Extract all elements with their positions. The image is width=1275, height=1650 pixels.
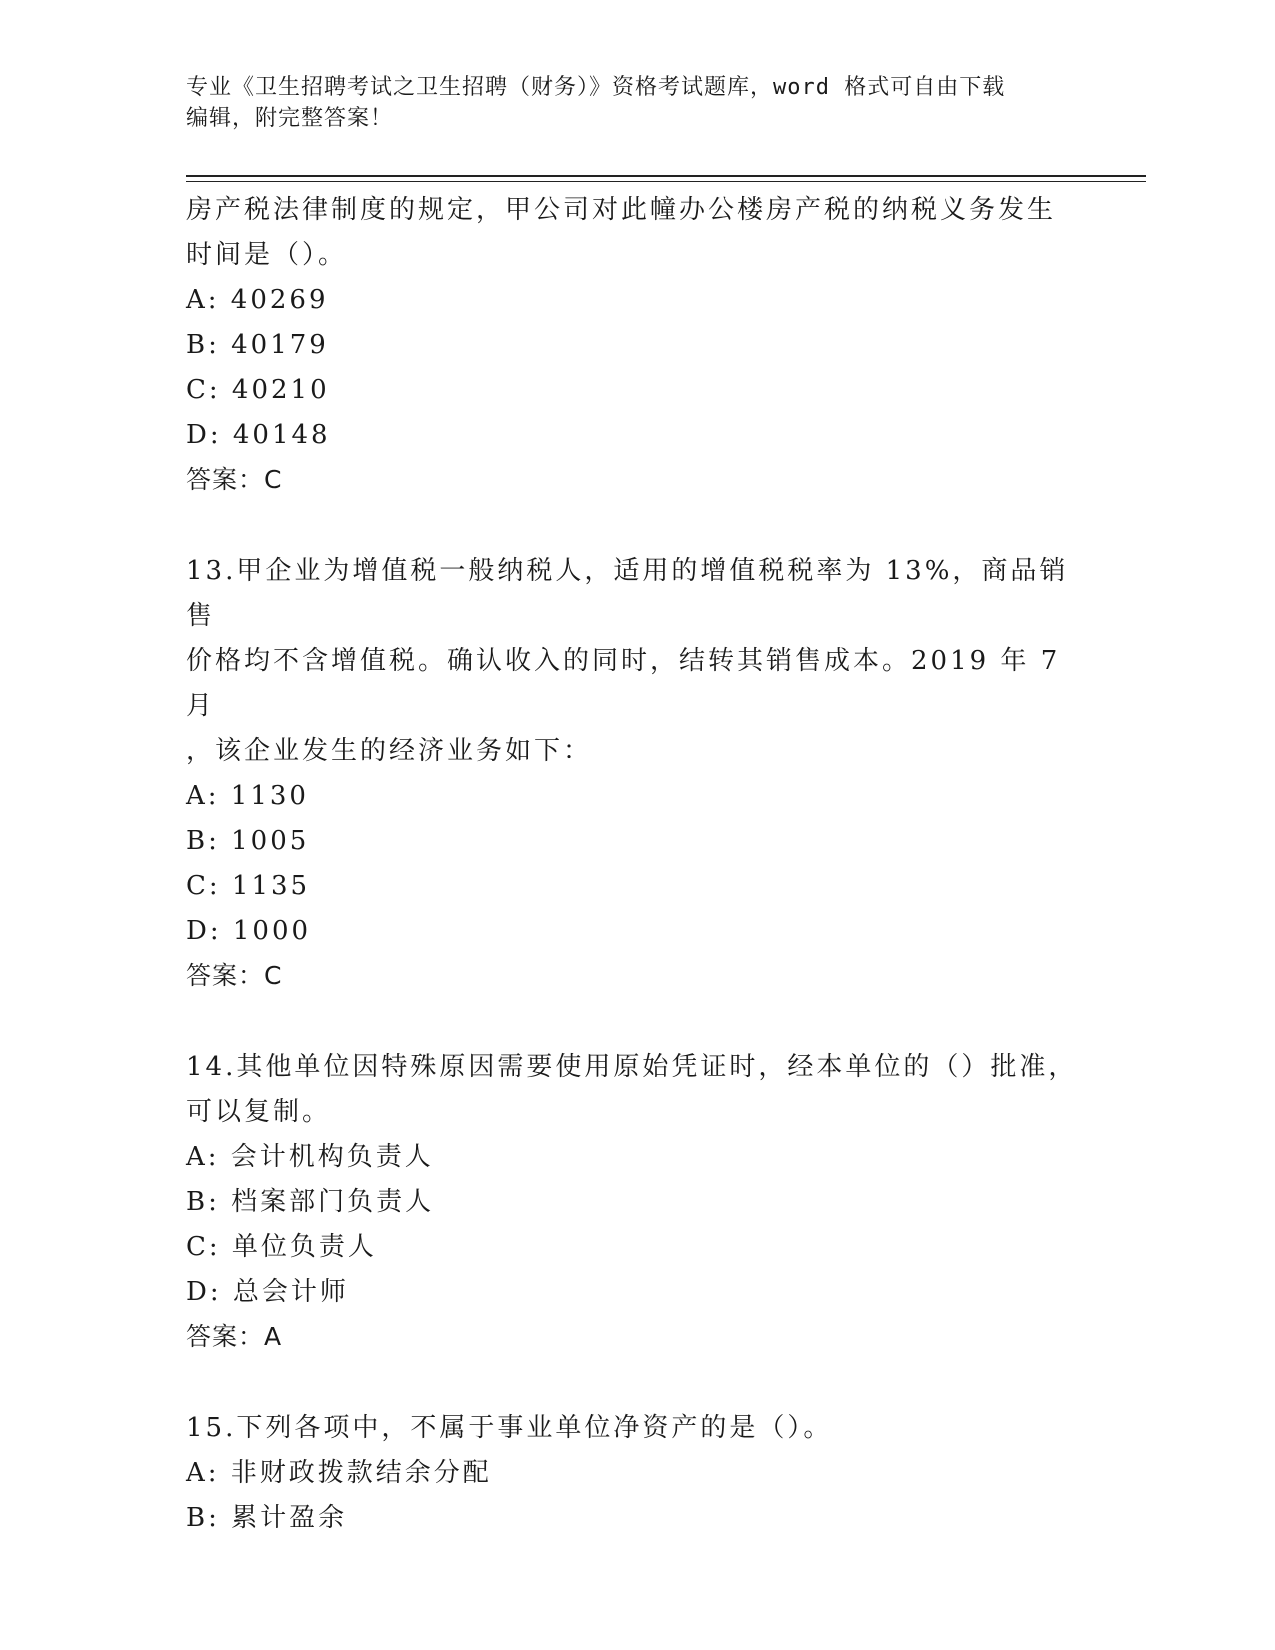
question-block xyxy=(186,1406,1086,1541)
option-c: C: 单位负责人 xyxy=(186,1232,377,1262)
answer-line: 答案：C xyxy=(186,961,283,990)
question-stem-line: 时间是（）。 xyxy=(186,240,348,270)
question-block xyxy=(186,1045,1086,1359)
question-stem-line: ，该企业发生的经济业务如下： xyxy=(186,736,593,766)
option-b: B: 40179 xyxy=(186,330,329,360)
header-divider-thin xyxy=(186,181,1146,182)
option-b: B: 档案部门负责人 xyxy=(186,1187,435,1217)
question-block xyxy=(186,188,1086,502)
option-d: D: 总会计师 xyxy=(186,1277,349,1307)
option-d: D: 1000 xyxy=(186,916,312,946)
question-stem-line: 13.甲企业为增值税一般纳税人，适用的增值税税率为 13%，商品销售 xyxy=(186,556,1069,631)
option-c: C: 40210 xyxy=(186,375,330,405)
answer-line: 答案：C xyxy=(186,465,283,494)
spacer xyxy=(186,1359,1086,1406)
option-d: D: 40148 xyxy=(186,420,331,450)
option-c: C: 1135 xyxy=(186,871,311,901)
spacer xyxy=(186,502,1086,549)
question-list xyxy=(186,188,1086,1541)
question-stem-line: 可以复制。 xyxy=(186,1097,332,1127)
header-line-2: 编辑，附完整答案！ xyxy=(186,106,394,131)
spacer xyxy=(186,998,1086,1045)
option-a: A: 会计机构负责人 xyxy=(186,1142,434,1172)
question-stem-line: 14.其他单位因特殊原因需要使用原始凭证时，经本单位的（）批准， xyxy=(186,1052,1078,1082)
option-a: A: 非财政拨款结余分配 xyxy=(186,1458,492,1488)
header-divider-thick xyxy=(186,175,1146,177)
option-b: B: 1005 xyxy=(186,826,310,856)
question-stem-line: 房产税法律制度的规定，甲公司对此幢办公楼房产税的纳税义务发生 xyxy=(186,195,1057,225)
question-block xyxy=(186,549,1086,998)
question-stem-line: 价格均不含增值税。确认收入的同时，结转其销售成本。2019 年 7 月 xyxy=(186,646,1061,721)
document-header xyxy=(186,72,1066,134)
answer-line: 答案：A xyxy=(186,1322,283,1351)
option-b: B: 累计盈余 xyxy=(186,1503,348,1533)
option-a: A: 1130 xyxy=(186,781,309,811)
header-line-1: 专业《卫生招聘考试之卫生招聘（财务）》资格考试题库，word 格式可自由下载 xyxy=(186,75,1006,100)
option-a: A: 40269 xyxy=(186,285,329,315)
question-stem-line: 15.下列各项中，不属于事业单位净资产的是（）。 xyxy=(186,1413,833,1443)
